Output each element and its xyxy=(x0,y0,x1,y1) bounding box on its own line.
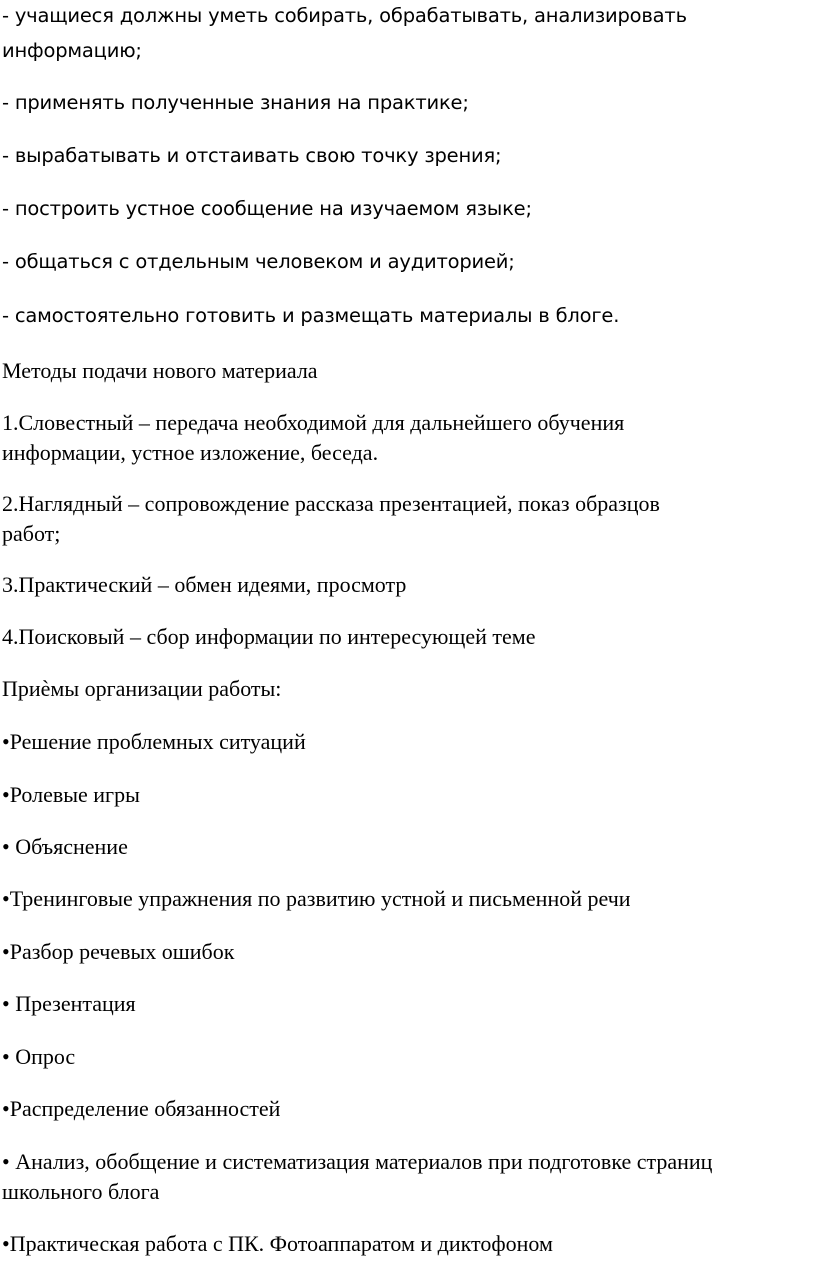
skills-line-5: - построить устное сообщение на изучаемом языке; xyxy=(2,197,532,220)
technique-item-7: • Опрос xyxy=(2,1044,76,1069)
technique-item-9a: • Анализ, обобщение и систематизация материалов при подготовке страниц xyxy=(2,1149,713,1174)
technique-item-1: •Решение проблемных ситуаций xyxy=(2,729,306,754)
methods-item-2b: работ; xyxy=(2,521,61,546)
technique-item-6: • Презентация xyxy=(2,991,136,1016)
technique-item-2: •Ролевые игры xyxy=(2,782,140,807)
skills-line-7: - самостоятельно готовить и размещать материалы в блоге. xyxy=(2,304,620,327)
techniques-heading: Приѐмы организации работы: xyxy=(2,676,282,701)
technique-item-10: •Практическая работа с ПК. Фотоаппаратом и диктофоном xyxy=(2,1231,553,1256)
technique-item-4: •Тренинговые упражнения по развитию устной и письменной речи xyxy=(2,886,631,911)
technique-item-9b: школьного блога xyxy=(2,1179,160,1204)
skills-line-4: - вырабатывать и отстаивать свою точку зрения; xyxy=(2,144,502,167)
methods-item-1b: информации, устное изложение, беседа. xyxy=(2,440,379,465)
skills-line-2: информацию; xyxy=(2,39,142,62)
technique-item-8: •Распределение обязанностей xyxy=(2,1096,281,1121)
technique-item-5: •Разбор речевых ошибок xyxy=(2,939,235,964)
methods-item-1a: 1.Словестный – передача необходимой для дальнейшего обучения xyxy=(2,410,625,435)
methods-item-2a: 2.Наглядный – сопровождение рассказа презентацией, показ образцов xyxy=(2,491,660,516)
skills-line-3: - применять полученные знания на практике; xyxy=(2,91,469,114)
methods-heading: Методы подачи нового материала xyxy=(2,358,318,383)
skills-line-6: - общаться с отдельным человеком и аудиторией; xyxy=(2,250,515,273)
skills-line-1: - учащиеся должны уметь собирать, обрабатывать, анализировать xyxy=(2,4,687,27)
methods-item-4: 4.Поисковый – сбор информации по интересующей теме xyxy=(2,624,536,649)
methods-item-3: 3.Практический – обмен идеями, просмотр xyxy=(2,572,407,597)
technique-item-3: • Объяснение xyxy=(2,834,128,859)
